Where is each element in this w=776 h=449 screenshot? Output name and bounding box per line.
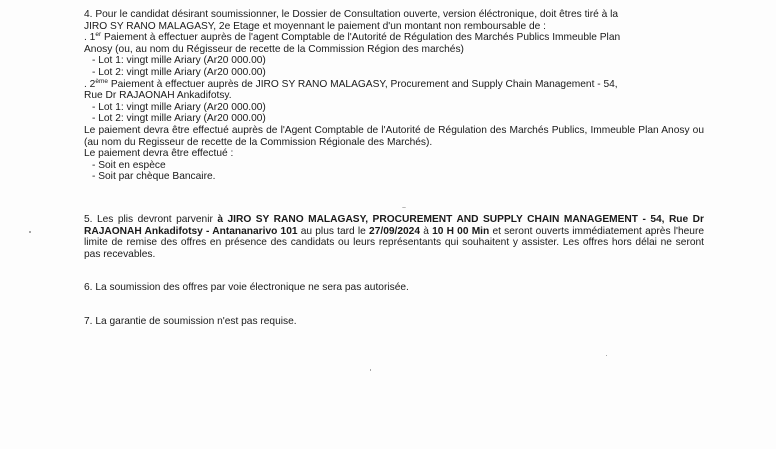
payment-option-cash: - Soit en espèce: [92, 159, 166, 171]
payment-2-line-2: Rue Dr RAJAONAH Ankadifotsy.: [84, 90, 232, 102]
payment-1-lot-2: - Lot 2: vingt mille Ariary (Ar20 000.00): [92, 66, 266, 78]
section-5: [84, 214, 704, 260]
section-5-intro: 5. Les plis devront parvenir: [84, 213, 218, 225]
section-7-text: 7. La garantie de soumission n'est pas requise.: [84, 315, 297, 327]
payment-instruction: Le paiement devra être effectué auprès de l'Agent Comptable de l'Autorité de Régulation des Marchés Publics, Immeuble Plan Anosy ou (au nom du Regisseur de recette de la Commission Régionale des Marchés).: [84, 124, 704, 148]
payment-1-text: Paiement à effectuer auprès de l'agent Comptable de l'Autorité de Régulation des Marchés Publics Immeuble Plan: [101, 32, 621, 44]
section-5-at: à: [420, 225, 433, 237]
payment-1-superscript: er: [95, 31, 102, 39]
section-5-address: à JIRO SY RANO MALAGASY, PROCUREMENT AND SUPPLY CHAIN MANAGEMENT - 54, Rue Dr RAJAONAH Ankadifotsy - Antananarivo 101: [84, 213, 704, 237]
payment-2-line: [84, 79, 704, 91]
payment-2-lot-2: - Lot 2: vingt mille Ariary (Ar20 000.00): [92, 113, 266, 125]
scan-speck: [370, 369, 371, 371]
payment-option-cheque: - Soit par chèque Bancaire.: [92, 171, 216, 183]
payment-2-text: Paiement à effectuer auprès de JIRO SY RANO MALAGASY, Procurement and Supply Chain Management - 54,: [107, 78, 618, 90]
scan-speck: [606, 355, 607, 356]
section-4-line-2: JIRO SY RANO MALAGASY, 2e Etage et moyennant le paiement d'un montant non remboursable de :: [84, 20, 546, 32]
section-7: [84, 316, 704, 328]
payment-2-number: . 2: [84, 78, 96, 90]
section-6-text: 6. La soumission des offres par voie électronique ne sera pas autorisée.: [84, 282, 409, 294]
payment-2-superscript: ème: [95, 77, 108, 85]
payment-2-lot-1: - Lot 1: vingt mille Ariary (Ar20 000.00): [92, 101, 266, 113]
section-5-date: 27/09/2024: [369, 225, 421, 237]
payment-1-lot-1: - Lot 1: vingt mille Ariary (Ar20 000.00): [92, 55, 266, 67]
payment-1-number: . 1: [84, 32, 96, 44]
section-5-deadline-text: au plus tard le: [297, 225, 370, 237]
scan-speck: [29, 231, 31, 233]
document-body: [84, 9, 704, 327]
payment-1-line: [84, 32, 704, 44]
section-4: [84, 9, 704, 183]
section-4-line-1: 4. Pour le candidat désirant soumissionner, le Dossier de Consultation ouverte, version éléctronique, doit êtres tiré à la: [84, 9, 619, 20]
section-5-closing: et seront ouverts immédiatement après l'heure limite de remise des offres en présence des candidats ou leurs représentants qui souhaitent y assister. Les offres hors délai ne seront pas recevables.: [84, 225, 705, 260]
payment-method-heading: Le paiement devra être effectué :: [84, 148, 234, 160]
payment-1-line-2: Anosy (ou, au nom du Régisseur de recette de la Commission Région des marchés): [84, 43, 464, 55]
section-5-time: 10 H 00 Min: [432, 225, 490, 237]
section-6: [84, 282, 704, 294]
